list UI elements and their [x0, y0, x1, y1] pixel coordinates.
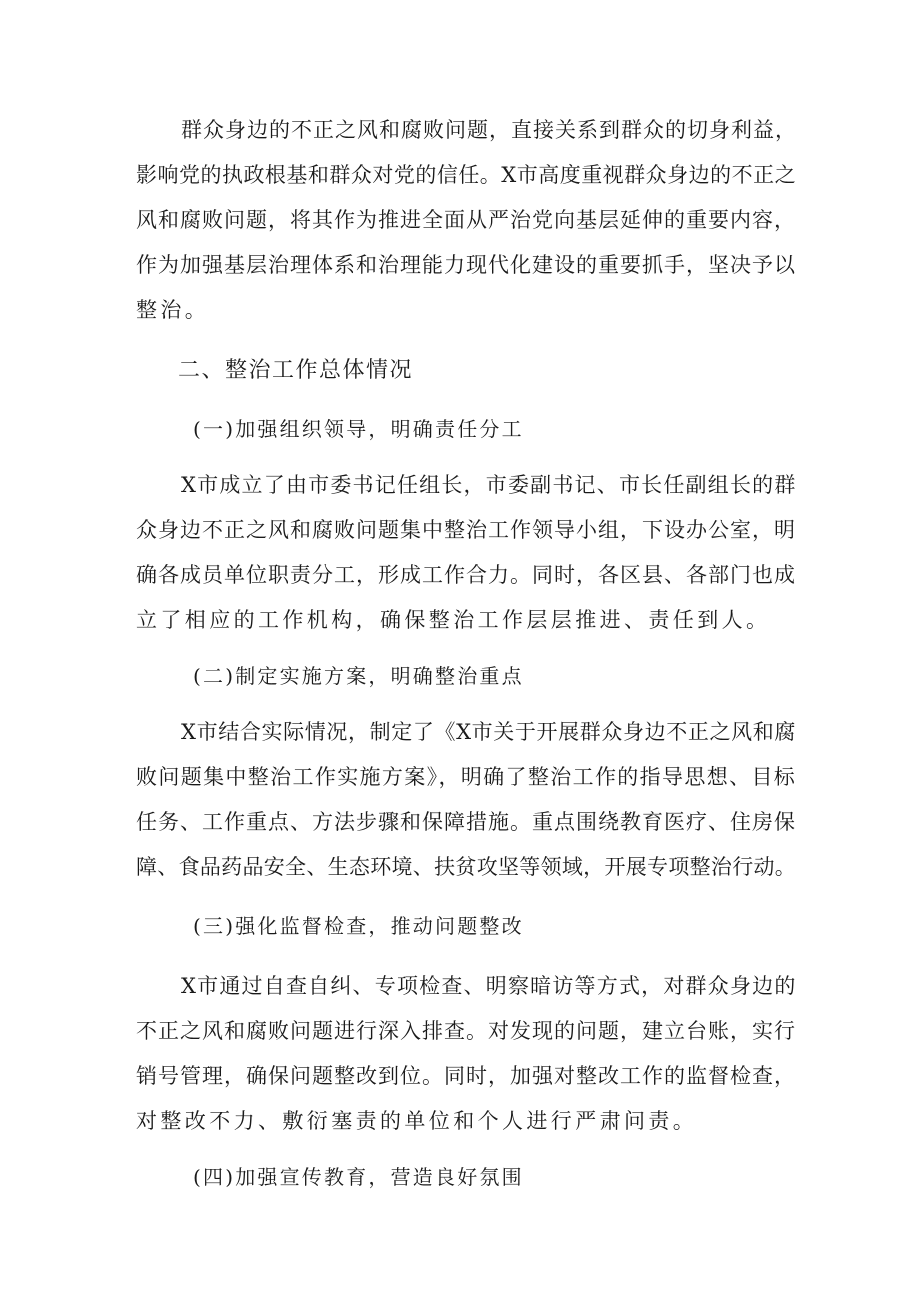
intro-line: 群众身边的不正之风和腐败问题，直接关系到群众的切身利益，	[181, 118, 797, 142]
paragraph-line: X市通过自查自纠、专项检查、明察暗访等方式，对群众身边的	[181, 974, 797, 998]
paragraph-line: 对整改不力、敷衍塞责的单位和个人进行严肃问责。	[136, 1109, 698, 1133]
paragraph-line: X市成立了由市委书记任组长，市委副书记、市长任副组长的群	[181, 473, 797, 497]
intro-line: 影响党的执政根基和群众对党的信任。X市高度重视群众身边的不正之	[136, 163, 796, 187]
paragraph-line: 销号管理，确保问题整改到位。同时，加强对整改工作的监督检查，	[136, 1064, 796, 1088]
intro-line: 风和腐败问题，将其作为推进全面从严治党向基层延伸的重要内容，	[136, 208, 796, 232]
paragraph-line: X市结合实际情况，制定了《X市关于开展群众身边不正之风和腐	[181, 720, 796, 744]
subsection-heading: (二)制定实施方案，明确整治重点	[193, 664, 524, 688]
paragraph-line: 确各成员单位职责分工，形成工作合力。同时，各区县、各部门也成	[136, 563, 796, 587]
subsection-heading: (一)加强组织领导，明确责任分工	[193, 417, 524, 441]
paragraph-line: 众身边不正之风和腐败问题集中整治工作领导小组，下设办公室，明	[136, 518, 796, 542]
intro-line: 作为加强基层治理体系和治理能力现代化建设的重要抓手，坚决予以	[136, 253, 796, 277]
section-heading: 二、整治工作总体情况	[178, 358, 414, 383]
paragraph-line: 立了相应的工作机构，确保整治工作层层推进、责任到人。	[136, 608, 771, 632]
paragraph-line: 障、食品药品安全、生态环境、扶贫攻坚等领域，开展专项整治行动。	[136, 855, 796, 879]
subsection-heading: (三)强化监督检查，推动问题整改	[193, 914, 524, 938]
paragraph-line: 败问题集中整治工作实施方案》，明确了整治工作的指导思想、目标	[136, 765, 796, 789]
paragraph-line: 不正之风和腐败问题进行深入排查。对发现的问题，建立台账，实行	[136, 1019, 796, 1043]
paragraph-line: 任务、工作重点、方法步骤和保障措施。重点围绕教育医疗、住房保	[136, 810, 796, 834]
subsection-heading: (四)加强宣传教育，营造良好氛围	[193, 1165, 524, 1189]
intro-line: 整治。	[136, 298, 210, 322]
